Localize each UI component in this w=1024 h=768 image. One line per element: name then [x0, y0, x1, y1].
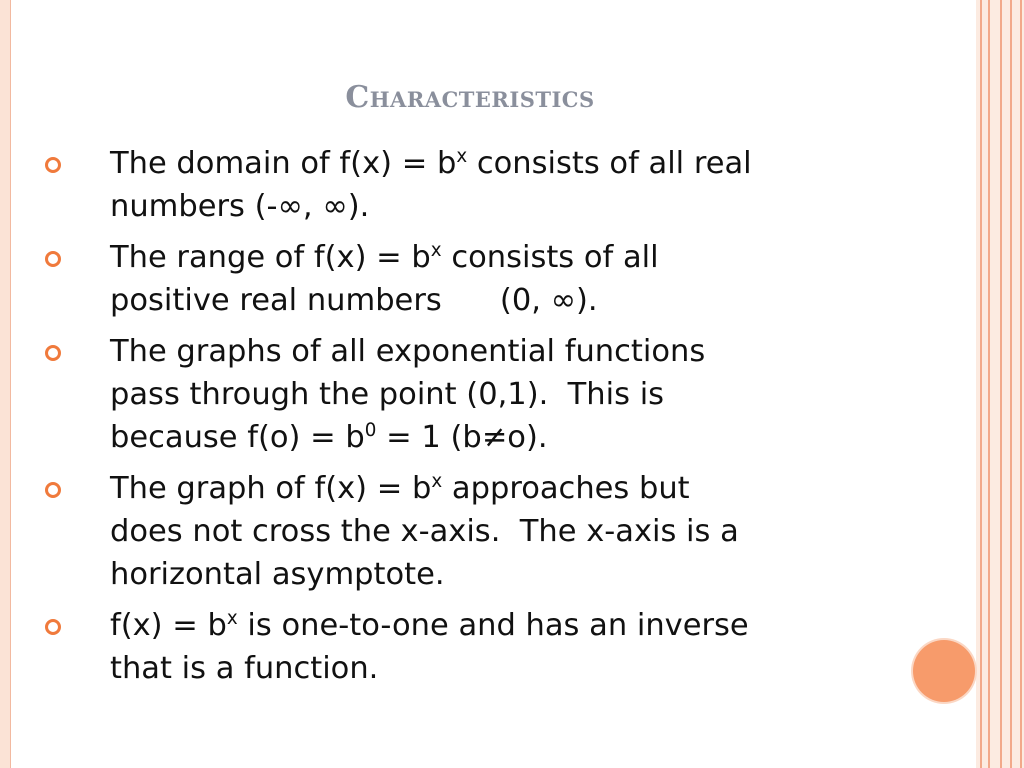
bullet-item [42, 236, 892, 322]
bullet-item [42, 142, 892, 228]
bullet-item [42, 604, 892, 690]
bullet-line: horizontal asymptote. [110, 557, 445, 592]
bullet-line: does not cross the x-axis. The x-axis is a [110, 514, 739, 549]
stripe [1000, 0, 1002, 768]
circle-bullet-icon [45, 157, 61, 173]
right-stripes [976, 0, 1024, 768]
bullet-item [42, 330, 892, 459]
bullet-item [42, 467, 892, 596]
bullet-list [42, 142, 892, 698]
bullet-line: The range of $f(x) = b^x$ consists of all [110, 239, 659, 275]
circle-bullet-icon [45, 619, 61, 635]
circle-bullet-icon [45, 345, 61, 361]
bullet-line: positive real numbers (0, ∞). [110, 283, 598, 318]
stripe [1020, 0, 1022, 768]
circle-bullet-icon [45, 482, 61, 498]
left-border [0, 0, 10, 768]
stripe [1010, 0, 1012, 768]
bullet-line: that is a function. [110, 651, 379, 686]
stripe [980, 0, 982, 768]
circle-bullet-icon [45, 251, 61, 267]
left-border-line [10, 0, 11, 768]
bullet-line: $f(x) = b^x$ is one-to-one and has an inverse [110, 607, 749, 643]
stripe [988, 0, 990, 768]
slide-title: Characteristics [345, 80, 595, 115]
bullet-line: The graphs of all exponential functions [110, 334, 706, 369]
bullet-line: numbers (-∞, ∞). [110, 189, 370, 224]
bullet-line: The domain of $f(x) = b^x$ consists of all real [110, 145, 752, 181]
bullet-line: The graph of $f(x) = b^x$ approaches but [110, 470, 690, 506]
bullet-line: pass through the point (0,1). This is [110, 377, 665, 412]
bullet-line: because $f(o) = b^0 = 1$ (b≠o). [110, 419, 548, 455]
decorative-circle [913, 640, 975, 702]
